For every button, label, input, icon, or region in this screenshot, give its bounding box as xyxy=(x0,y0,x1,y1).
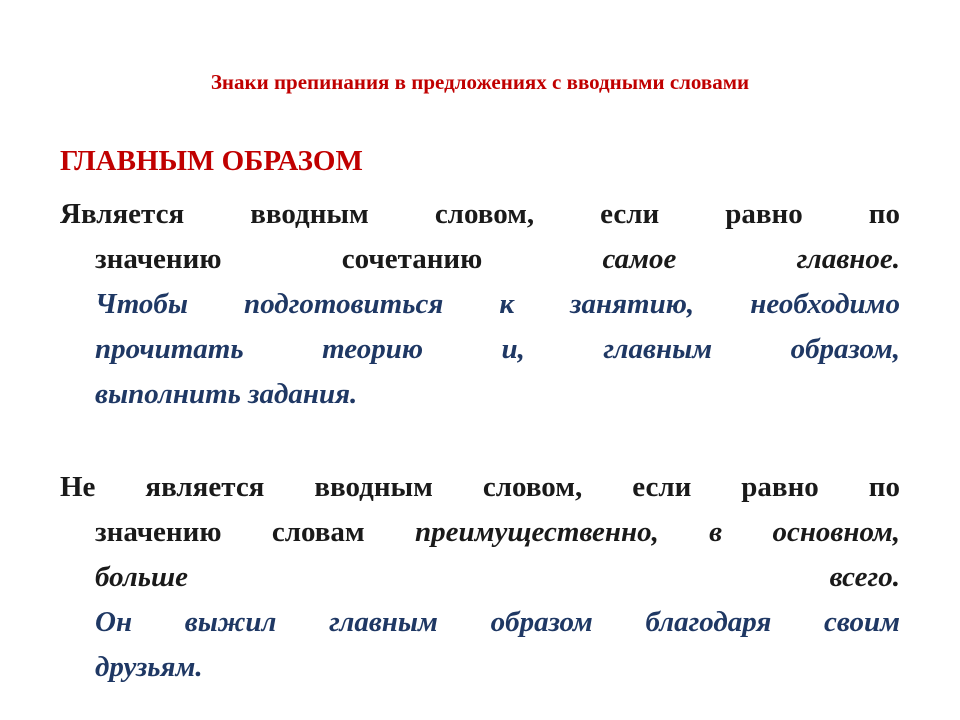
rule-line: Не является вводным словом, если равно по xyxy=(60,471,900,503)
rule-block-introductory xyxy=(60,192,900,417)
synonym-line: больше всего. xyxy=(95,561,900,593)
example-line: Он выжил главным образом благодаря своим xyxy=(95,606,900,638)
rule-block-not-introductory xyxy=(60,465,900,690)
synonym-phrase: преимущественно, в основном, xyxy=(415,516,901,548)
example-line: прочитать теорию и, главным образом, xyxy=(95,333,900,365)
rule-line xyxy=(60,510,900,555)
rule-text: значению словам xyxy=(95,516,365,548)
rule-text: значению сочетанию xyxy=(95,243,483,275)
section-heading: ГЛАВНЫМ ОБРАЗОМ xyxy=(60,145,363,177)
slide-title: Знаки препинания в предложениях с вводными словами xyxy=(210,70,750,94)
rule-line xyxy=(60,237,900,282)
example-line: друзьям. xyxy=(95,651,203,683)
rule-line: Является вводным словом, если равно по xyxy=(60,198,900,230)
example-line: выполнить задания. xyxy=(95,378,358,410)
synonym-phrase: самое главное. xyxy=(602,243,900,275)
example-line: Чтобы подготовиться к занятию, необходимо xyxy=(95,288,900,320)
